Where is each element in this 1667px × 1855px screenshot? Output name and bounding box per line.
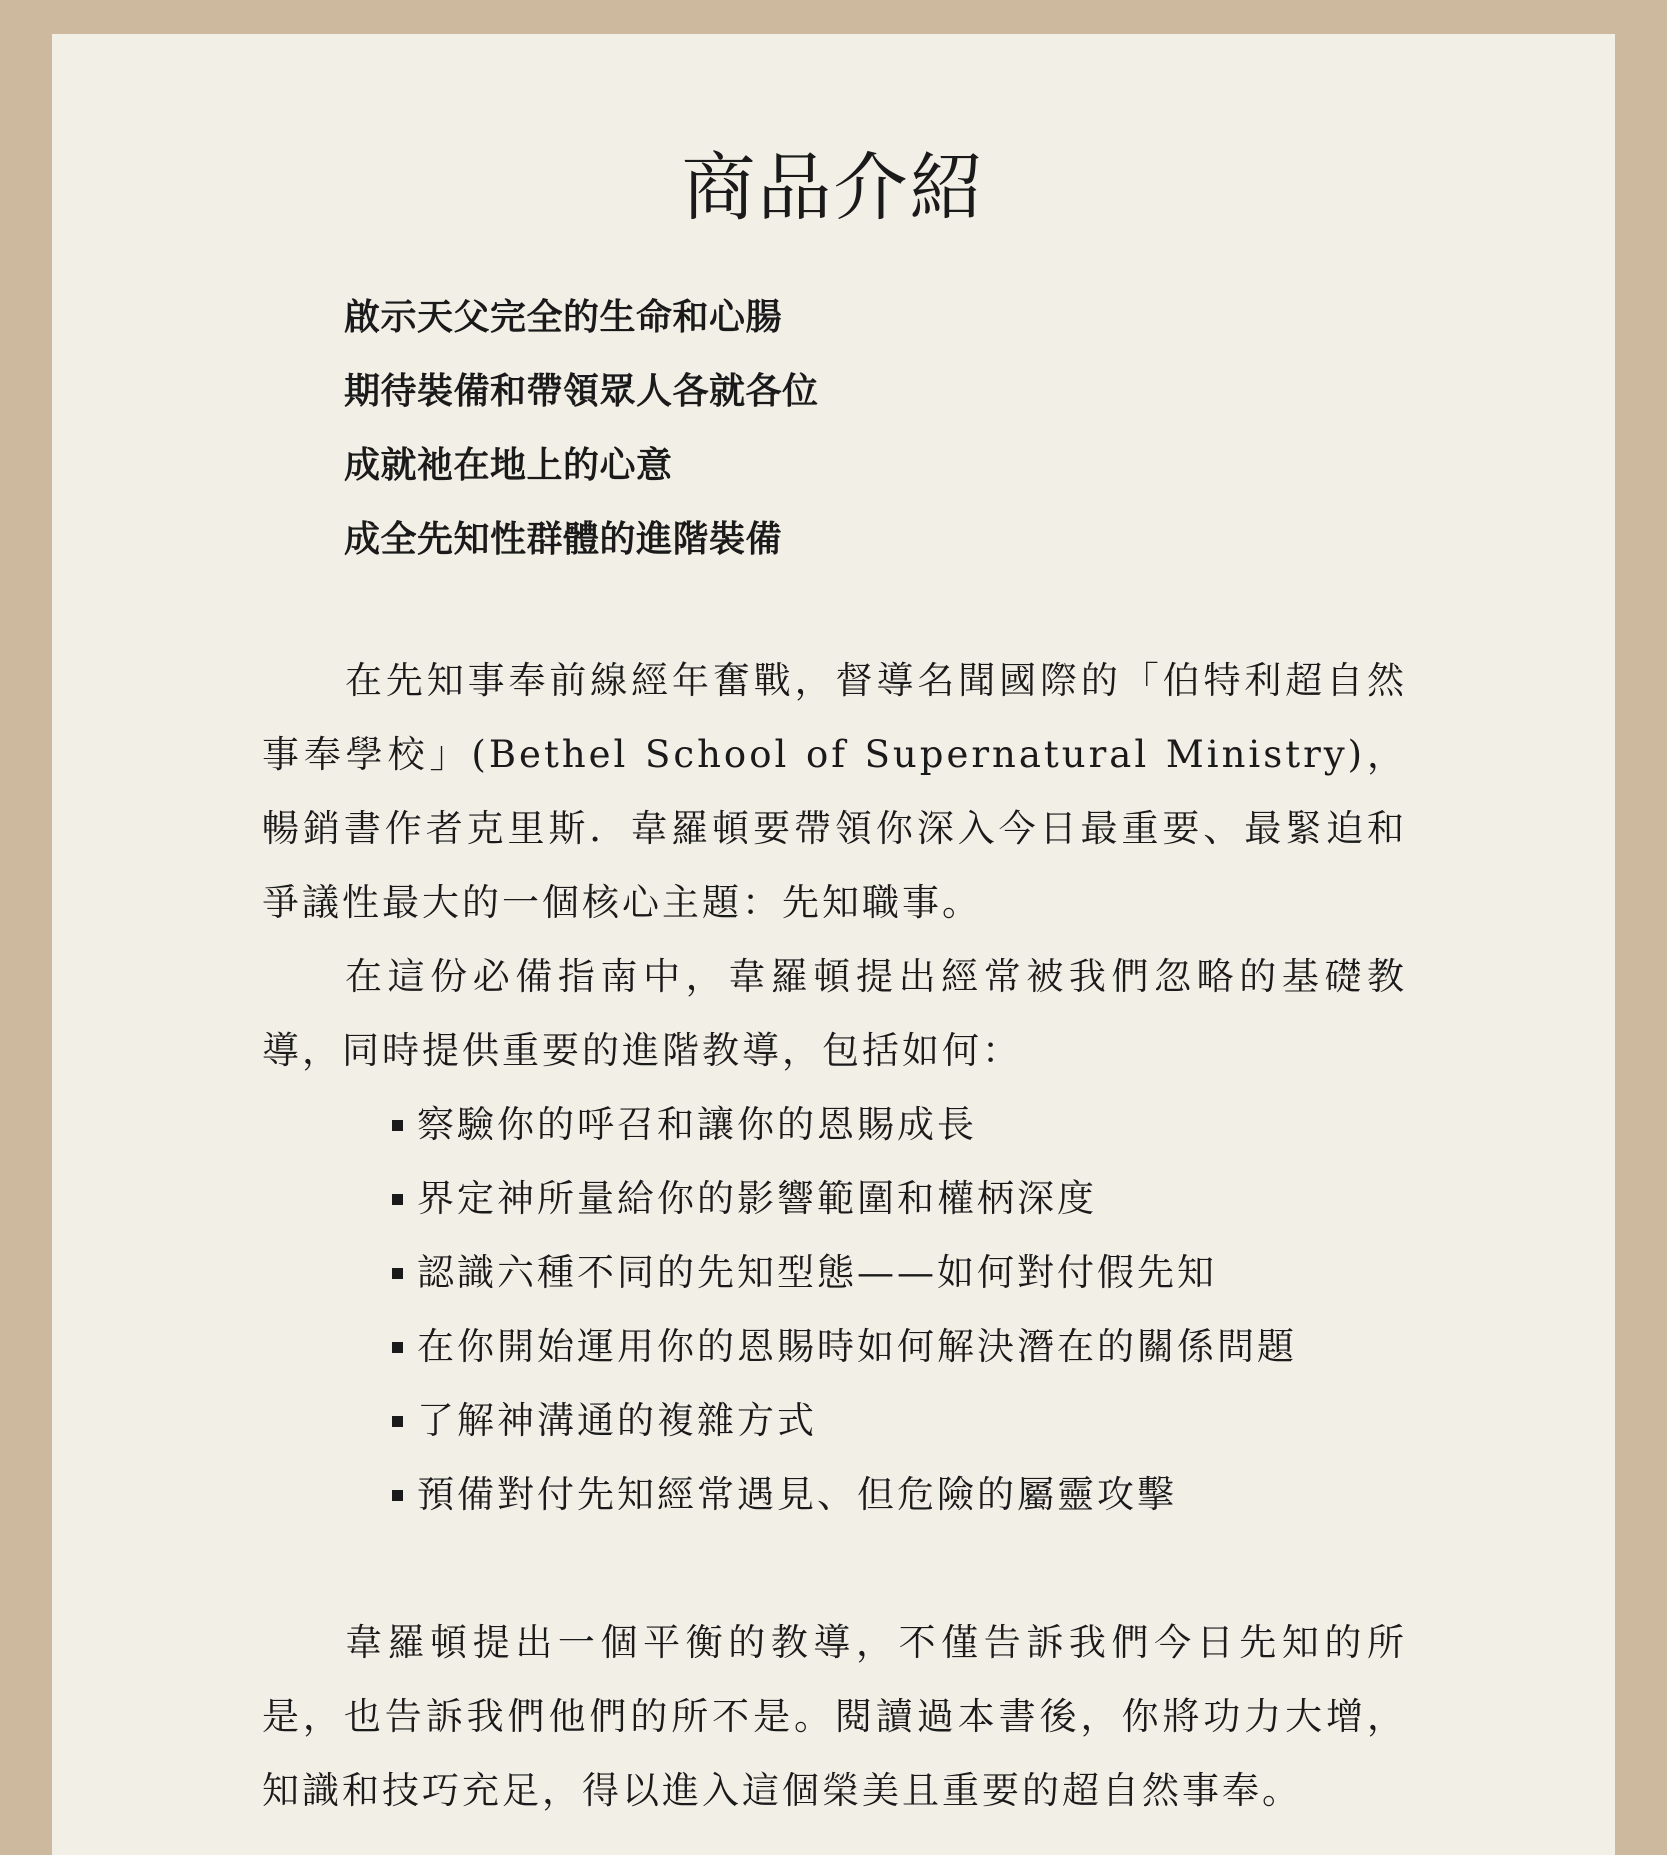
square-bullet-icon	[392, 1268, 403, 1279]
highlight-item: 啟示天父完全的生命和心腸	[344, 296, 783, 338]
square-bullet-icon	[392, 1194, 403, 1205]
highlight-list	[344, 280, 819, 576]
bullet-text: 界定神所量給你的影響範圍和權柄深度	[417, 1177, 1097, 1220]
square-bullet-icon	[392, 1490, 403, 1501]
square-bullet-icon	[392, 1342, 403, 1353]
feature-bullet-list	[392, 1088, 1297, 1532]
bullet-text: 預備對付先知經常遇見、但危險的屬靈攻擊	[417, 1473, 1177, 1516]
square-bullet-icon	[392, 1120, 403, 1131]
highlight-item: 成就祂在地上的心意	[344, 444, 673, 486]
bullet-item	[392, 1088, 1297, 1162]
bullet-text: 在你開始運用你的恩賜時如何解決潛在的關係問題	[417, 1325, 1297, 1368]
summary-paragraph: 韋羅頓提出一個平衡的教導，不僅告訴我們今日先知的所是，也告訴我們他們的所不是。閱讀過本書後，你將功力大增，知識和技巧充足，得以進入這個榮美且重要的超自然事奉。	[262, 1621, 1407, 1812]
content-panel	[52, 34, 1615, 1855]
bullet-text: 認識六種不同的先知型態——如何對付假先知	[417, 1251, 1217, 1294]
guide-paragraph: 在這份必備指南中，韋羅頓提出經常被我們忽略的基礎教導，同時提供重要的進階教導，包括如何：	[262, 955, 1407, 1072]
bullet-item	[392, 1162, 1297, 1236]
bullet-item	[392, 1310, 1297, 1384]
intro-paragraph: 在先知事奉前線經年奮戰，督導名聞國際的「伯特利超自然事奉學校」(Bethel School of Supernatural Ministry)，暢銷書作者克里斯．韋羅頓要帶領你深入今日最重要、最緊迫和爭議性最大的一個核心主題：先知職事。	[262, 659, 1407, 924]
bullet-item	[392, 1236, 1297, 1310]
highlight-item: 期待裝備和帶領眾人各就各位	[344, 370, 819, 412]
page-title: 商品介紹	[681, 145, 986, 231]
bullet-item	[392, 1458, 1297, 1532]
bullet-text: 了解神溝通的複雜方式	[417, 1399, 817, 1442]
bullet-item	[392, 1384, 1297, 1458]
highlight-item: 成全先知性群體的進階裝備	[344, 518, 783, 560]
bullet-text: 察驗你的呼召和讓你的恩賜成長	[417, 1103, 977, 1146]
square-bullet-icon	[392, 1416, 403, 1427]
